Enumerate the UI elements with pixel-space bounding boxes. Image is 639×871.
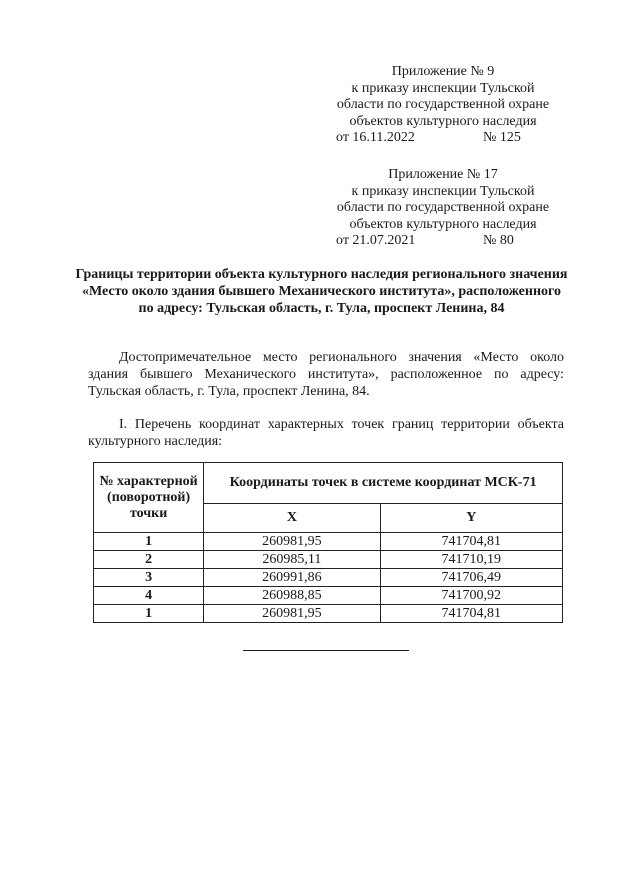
point-number: 2 [94,551,204,569]
header-point-number: № характерной (поворотной) точки [94,463,204,533]
appendix-line: к приказу инспекции Тульской [351,80,535,96]
appendix-title: Приложение № 17 [388,167,498,182]
coord-x: 260981,95 [204,533,380,551]
table-row [94,605,563,623]
coord-y: 741710,19 [380,551,562,569]
coord-y: 741706,49 [380,569,562,587]
point-number: 4 [94,587,204,605]
coord-x: 260985,11 [204,551,380,569]
appendix-line: объектов культурного наследия [349,216,537,232]
appendix-line: области по государственной охране [336,200,550,215]
table-row [94,551,563,569]
coord-y: 741700,92 [380,587,562,605]
appendix-block-2 [318,167,568,250]
header-coordinates: Координаты точек в системе координат МСК-71 [204,463,563,504]
coord-y: 741704,81 [380,605,562,623]
table-row [94,587,563,605]
coord-y: 741704,81 [380,533,562,551]
appendix-dateline [318,233,568,250]
appendix-title: Приложение № 9 [391,64,495,79]
appendix-number: № 80 [483,233,514,248]
document-heading: Границы территории объекта культурного наследия регионального значения «Место около здания бывшего Механического института», расположенного по адресу: Тульская область, г. Тула, проспект Ленина, 84 [75,267,568,316]
header-x: X [204,504,380,533]
header-y: Y [380,504,562,533]
point-number: 1 [94,605,204,623]
point-number: 1 [94,533,204,551]
appendix-line: к приказу инспекции Тульской [351,183,535,199]
appendix-dateline [318,130,568,147]
appendix-date: от 21.07.2021 [336,233,416,248]
coord-x: 260988,85 [204,587,380,605]
end-divider-line [243,650,409,651]
table-row [94,533,563,551]
coord-x: 260981,95 [204,605,380,623]
appendix-line: объектов культурного наследия [349,113,537,129]
list-intro-paragraph: I. Перечень координат характерных точек границ территории объекта культурного наследия: [88,417,564,449]
table-row [94,569,563,587]
coordinates-table [93,462,563,623]
coord-x: 260991,86 [204,569,380,587]
description-paragraph: Достопримечательное место регионального значения «Место около здания бывшего Механического института», расположенное по адресу: Тульская область, г. Тула, проспект Ленина, 84. [88,350,564,399]
appendix-line: области по государственной охране [336,97,550,112]
appendix-number: № 125 [483,130,521,145]
appendix-date: от 16.11.2022 [336,130,415,145]
point-number: 3 [94,569,204,587]
appendix-block-1 [318,64,568,147]
